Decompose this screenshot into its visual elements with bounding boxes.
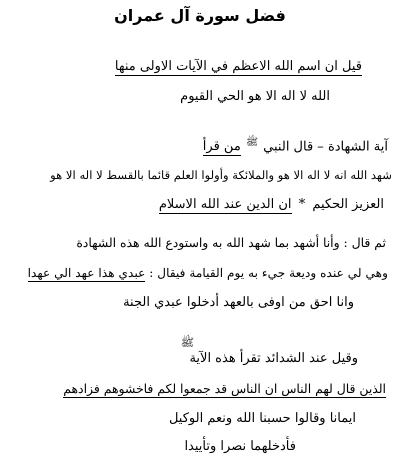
shahada-heading	[203, 134, 388, 156]
star-separator: *	[298, 197, 306, 212]
page-title: فضل سورة آل عمران	[114, 6, 286, 25]
hasbuna-line-3: ايمانا وقالوا حسبنا الله ونعم الوكيل	[168, 411, 356, 426]
shahada-line-4b: عبدي هذا عهد الي عهدا	[27, 266, 146, 280]
hasbuna-seal: ﷺ	[180, 336, 194, 349]
shahada-heading-text: آية الشهادة – قال النبي	[263, 139, 388, 155]
intro-line-1	[115, 58, 362, 76]
shahada-verse-2	[159, 196, 384, 214]
shahada-heading-from: من قرأ	[202, 139, 241, 155]
intro-line-1-text: قيل ان اسم الله الاعظم في الآيات الاولى منها	[114, 59, 362, 74]
shahada-verse-1: شهد الله انه لا اله الا هو والملائكة وأولوا العلم قائما بالقسط لا اله الا هو	[50, 168, 392, 182]
shahada-line-3: ثم قال : وأنا أشهد بما شهد الله به واستودع الله هذه الشهادة	[76, 235, 386, 250]
hasbuna-line-2-text: الذين قال لهم الناس ان الناس قد جمعوا لكم فاخشوهم فزادهم	[63, 381, 386, 396]
shahada-line-5: وانا احق من اوفى بالعهد أدخلوا عبدي الجنة	[123, 295, 354, 310]
hasbuna-line-4: فأدخلهما نصرا وتأييدا	[184, 439, 296, 454]
hasbuna-line-1: وقيل عند الشدائد تقرأ هذه الآية	[189, 351, 358, 366]
shahada-verse-2b: ان الدين عند الله الاسلام	[158, 197, 292, 212]
shahada-line-4a: وهي لي عنده وديعة جيء به يوم القيامة فيقال :	[149, 266, 388, 280]
intro-line-2: الله لا اله الا هو الحي القيوم	[180, 89, 330, 104]
shahada-verse-2a: العزيز الحكيم	[312, 197, 384, 212]
prophet-seal-glyph: ﷺ	[245, 137, 259, 148]
hasbuna-line-2	[63, 380, 386, 398]
shahada-line-4	[28, 264, 388, 282]
